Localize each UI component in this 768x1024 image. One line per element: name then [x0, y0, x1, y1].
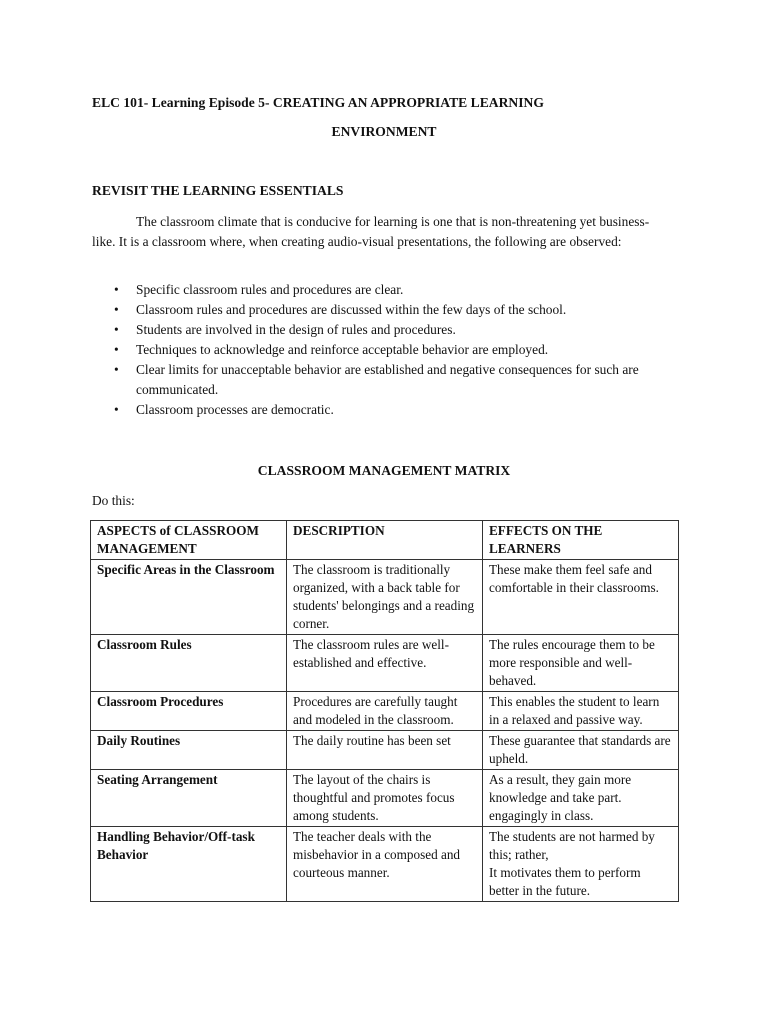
list-item	[92, 400, 672, 420]
list-item	[92, 320, 672, 340]
effect-line: The students are not harmed by this; rather,	[489, 829, 655, 862]
bullet-icon: •	[114, 322, 119, 337]
bullet-icon: •	[114, 302, 119, 317]
list-item	[92, 360, 672, 400]
essentials-list	[92, 280, 672, 420]
description-cell: The layout of the chairs is thoughtful and promotes focus among students.	[287, 770, 483, 827]
table-header-row	[91, 521, 679, 560]
aspect-cell: Daily Routines	[91, 731, 287, 770]
header-effects: EFFECTS ON THE LEARNERS	[483, 521, 679, 560]
header-aspects: ASPECTS of CLASSROOM MANAGEMENT	[91, 521, 287, 560]
list-item-text: Students are involved in the design of rules and procedures.	[136, 322, 456, 337]
bullet-icon: •	[114, 342, 119, 357]
list-item-text: Clear limits for unacceptable behavior are established and negative consequences for such are communicated.	[136, 362, 639, 397]
effect-cell: These make them feel safe and comfortable in their classrooms.	[483, 560, 679, 635]
effect-cell: This enables the student to learn in a relaxed and passive way.	[483, 692, 679, 731]
table-row	[91, 635, 679, 692]
aspect-cell: Handling Behavior/Off-task Behavior	[91, 827, 287, 902]
table-row	[91, 560, 679, 635]
aspect-cell: Classroom Procedures	[91, 692, 287, 731]
description-cell: The classroom rules are well-established and effective.	[287, 635, 483, 692]
document-title-line1: ELC 101- Learning Episode 5- CREATING AN APPROPRIATE LEARNING	[92, 95, 544, 110]
bullet-icon: •	[114, 402, 119, 417]
section-heading: REVISIT THE LEARNING ESSENTIALS	[92, 183, 344, 198]
matrix-title: CLASSROOM MANAGEMENT MATRIX	[257, 463, 511, 478]
classroom-management-table	[90, 520, 679, 902]
bullet-icon: •	[114, 362, 119, 377]
effect-line: It motivates them to perform better in the future.	[489, 865, 641, 898]
document-title-line2: ENVIRONMENT	[331, 124, 437, 139]
description-cell: The teacher deals with the misbehavior in a composed and courteous manner.	[287, 827, 483, 902]
list-item	[92, 280, 672, 300]
description-cell: The daily routine has been set	[287, 731, 483, 770]
instruction-text: Do this:	[92, 493, 135, 508]
list-item-text: Techniques to acknowledge and reinforce acceptable behavior are employed.	[136, 342, 549, 357]
intro-paragraph-block	[92, 212, 672, 252]
list-item-text: Classroom processes are democratic.	[136, 402, 334, 417]
header-description: DESCRIPTION	[287, 521, 483, 560]
aspect-cell: Classroom Rules	[91, 635, 287, 692]
description-cell: The classroom is traditionally organized, with a back table for students' belongings and a reading corner.	[287, 560, 483, 635]
list-item	[92, 340, 672, 360]
table-row	[91, 827, 679, 902]
intro-paragraph: The classroom climate that is conducive for learning is one that is non-threatening yet business-like. It is a classroom where, when creating audio-visual presentations, the following are observed:	[92, 214, 650, 249]
list-item	[92, 300, 672, 320]
list-item-text: Specific classroom rules and procedures are clear.	[136, 282, 404, 297]
aspect-cell: Specific Areas in the Classroom	[91, 560, 287, 635]
bullet-icon: •	[114, 282, 119, 297]
list-item-text: Classroom rules and procedures are discussed within the few days of the school.	[136, 302, 567, 317]
table-row	[91, 770, 679, 827]
description-cell: Procedures are carefully taught and modeled in the classroom.	[287, 692, 483, 731]
table-row	[91, 731, 679, 770]
effect-cell	[483, 827, 679, 902]
effect-cell: These guarantee that standards are upheld.	[483, 731, 679, 770]
effect-cell: The rules encourage them to be more responsible and well-behaved.	[483, 635, 679, 692]
effect-cell: As a result, they gain more knowledge and take part. engagingly in class.	[483, 770, 679, 827]
aspect-cell: Seating Arrangement	[91, 770, 287, 827]
table-row	[91, 692, 679, 731]
